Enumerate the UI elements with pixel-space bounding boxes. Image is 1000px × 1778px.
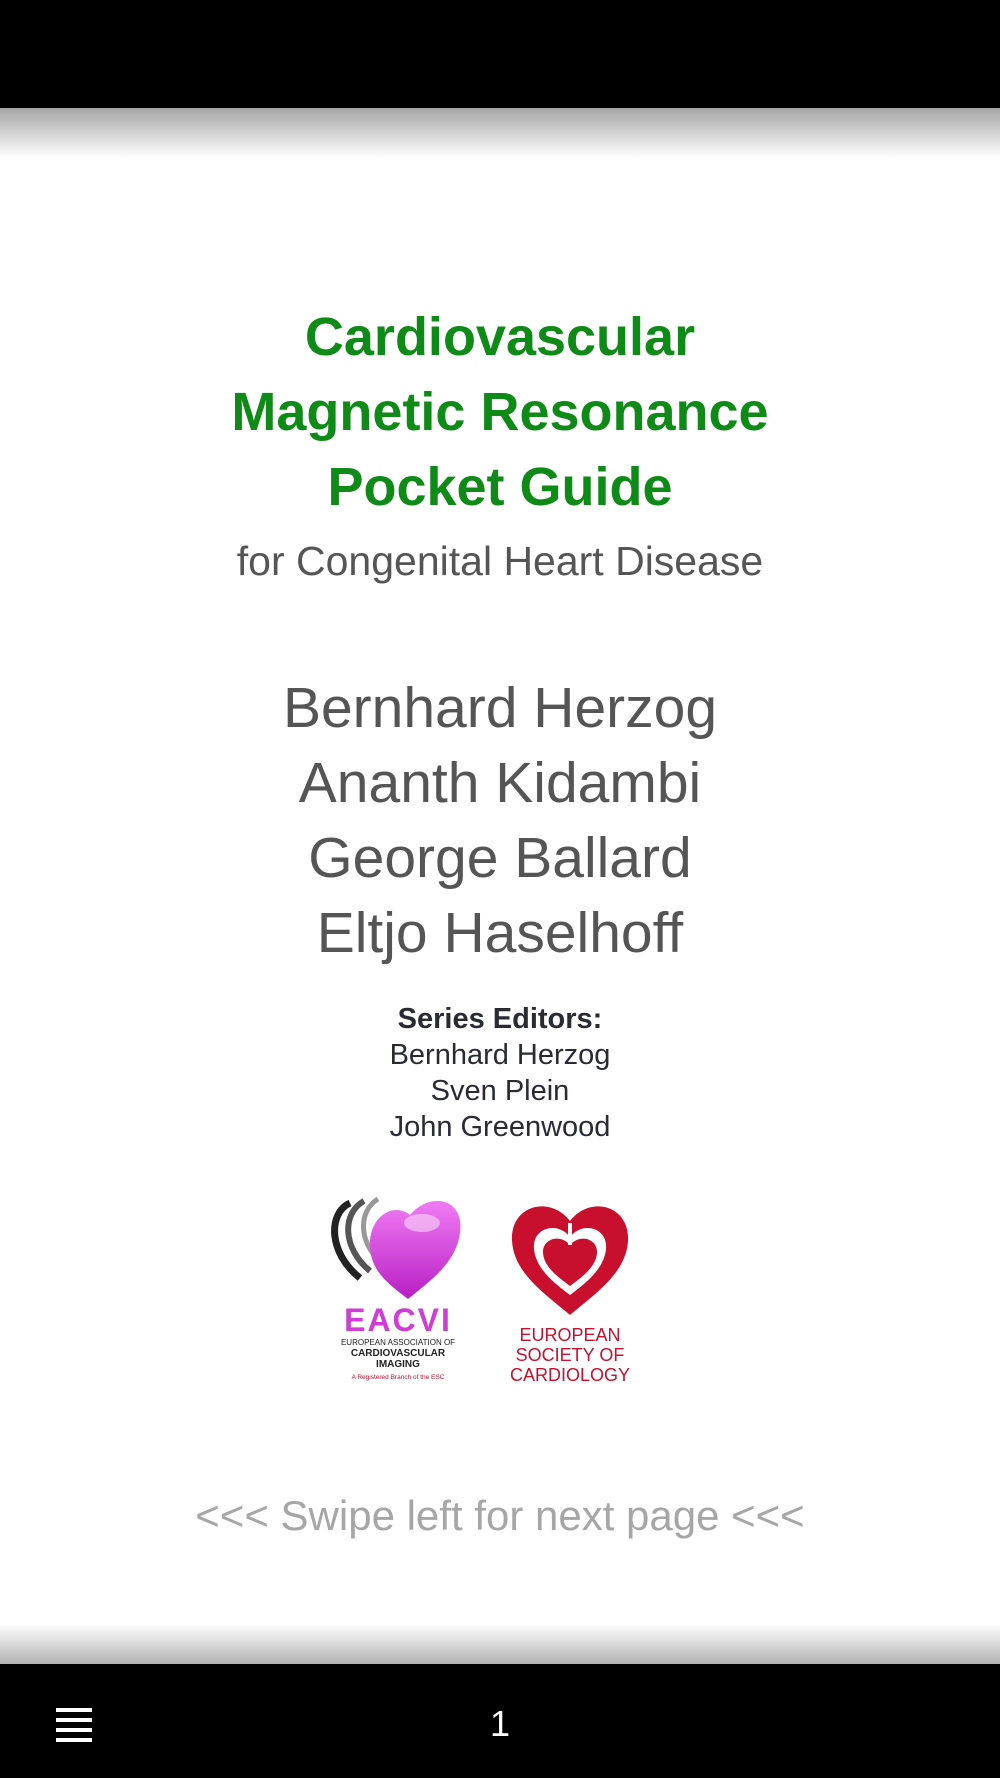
title-line: Pocket Guide <box>327 457 673 517</box>
menu-icon[interactable] <box>50 1704 100 1750</box>
eacvi-logo <box>330 1193 470 1383</box>
eacvi-name-line: CARDIOVASCULAR <box>350 1348 446 1359</box>
esc-heart-icon <box>512 1206 628 1315</box>
bottom-shadow <box>0 1624 1000 1664</box>
menu-icon-line <box>56 1728 92 1732</box>
esc-logo <box>500 1193 640 1383</box>
title-line: Cardiovascular <box>304 307 696 367</box>
series-editors <box>0 1001 1000 1145</box>
book-title <box>0 300 1000 525</box>
swipe-hint: <<< Swipe left for next page <<< <box>195 1492 805 1539</box>
title-line: Magnetic Resonance <box>231 382 769 442</box>
eacvi-acronym: EACVI <box>344 1302 452 1338</box>
editor-name: Sven Plein <box>430 1075 570 1107</box>
eacvi-name-line: EUROPEAN ASSOCIATION OF <box>340 1338 456 1347</box>
esc-name-line: EUROPEAN <box>519 1325 621 1345</box>
author-name: Ananth Kidambi <box>298 751 702 815</box>
author-name: George Ballard <box>308 826 692 890</box>
author-name: Eltjo Haselhoff <box>316 901 684 965</box>
eacvi-tagline: A Registered Branch of the ESC <box>351 1374 445 1381</box>
series-editors-heading: Series Editors: <box>397 1003 603 1035</box>
book-page[interactable] <box>0 108 1000 1664</box>
eacvi-heart-icon <box>335 1199 461 1299</box>
menu-icon-line <box>56 1738 92 1742</box>
bottom-toolbar <box>0 1664 1000 1778</box>
author-name: Bernhard Herzog <box>282 676 718 740</box>
authors-list <box>0 671 1000 971</box>
eacvi-name-line: IMAGING <box>376 1359 420 1370</box>
editor-name: John Greenwood <box>389 1111 611 1143</box>
page-number: 1 <box>489 1703 511 1744</box>
book-subtitle: for Congenital Heart Disease <box>236 538 764 584</box>
logos <box>330 1193 670 1393</box>
top-bar <box>0 0 1000 108</box>
menu-icon-line <box>56 1708 92 1712</box>
esc-name-line: CARDIOLOGY <box>509 1365 631 1383</box>
menu-icon-line <box>56 1718 92 1722</box>
esc-name-line: SOCIETY OF <box>515 1345 625 1365</box>
editor-name: Bernhard Herzog <box>389 1039 611 1071</box>
